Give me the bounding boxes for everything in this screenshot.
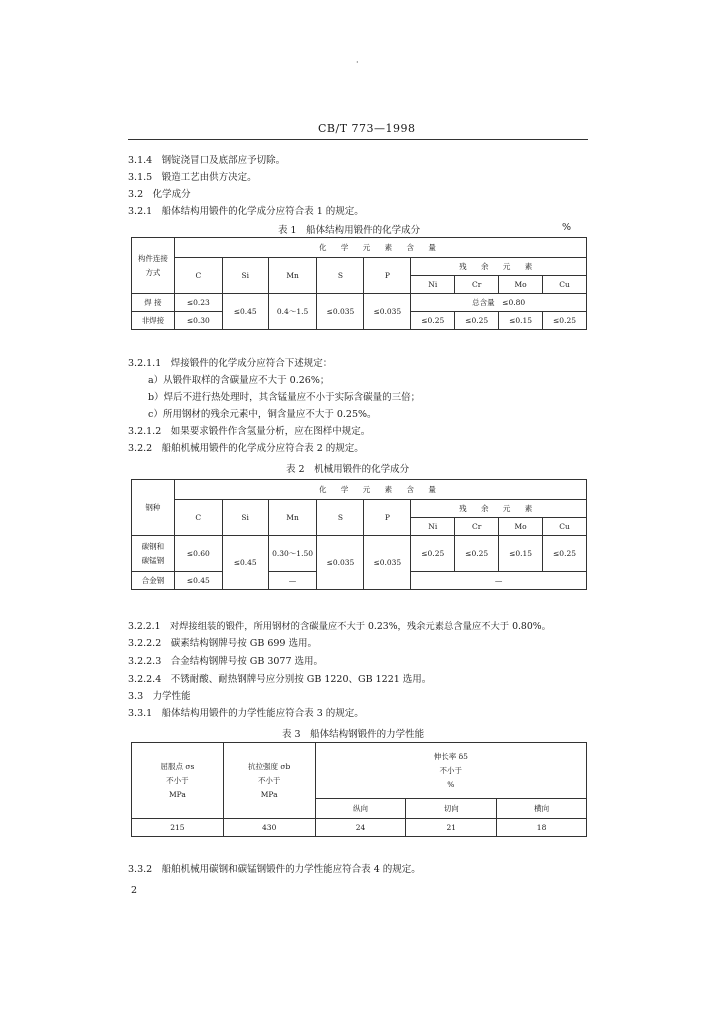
table1-col-mo: Mo [499,276,543,294]
table3-sub-longitudinal: 纵向 [315,799,406,819]
table2-col-cr: Cr [455,518,499,536]
table3-head-elongation [315,743,586,799]
table1-nonweld-c: ≤0.30 [174,312,222,330]
table3-yield-name: 屈服点 σs [160,761,195,771]
table3-val-transverse: 18 [497,819,587,837]
table1-col-cr: Cr [455,276,499,294]
table1 [131,237,587,330]
table1-cr: ≤0.25 [455,312,499,330]
table1-residual-header: 残 余 元 素 [411,258,587,276]
table3 [131,742,587,837]
table1-unit: % [562,222,572,233]
table1-col-mn: Mn [268,258,317,294]
table2-ni: ≤0.25 [411,536,455,572]
table1-weld-total: 总含量 ≤0.80 [411,294,587,312]
clause-3-2-1-1-a: a）从锻件取样的含碳量应不大于 0.26%； [148,375,330,386]
table3-yield-unit: MPa [168,789,186,799]
table3-sub-tangential: 切向 [406,799,497,819]
table1-rowhead: 构件连接方式 [132,238,175,294]
table2-caption: 表 2 机械用锻件的化学成分 [286,464,410,475]
table2-col-s: S [317,500,364,536]
table1-mo: ≤0.15 [499,312,543,330]
table2-residual-header: 残 余 元 素 [411,500,587,518]
table2-row-carbon-label [132,536,175,572]
clause-3-1-4: 3.1.4 钢锭浇冒口及底部应予切除。 [128,155,286,166]
table1-col-p: P [364,258,411,294]
table2-s: ≤0.035 [317,536,364,590]
table2-carbon-c: ≤0.60 [174,536,222,572]
table3-caption: 表 3 船体结构钢锻件的力学性能 [282,729,425,740]
table3-head-tensile [223,743,315,819]
table2-rowhead: 钢种 [132,480,175,536]
standard-number: CB/T 773—1998 [318,122,416,135]
table1-col-ni: Ni [411,276,455,294]
table3-tensile-min: 不小于 [257,775,281,785]
table3-val-longitudinal: 24 [315,819,406,837]
table3-tensile-unit: MPa [260,789,278,799]
page-number: 2 [131,885,138,896]
section-3-2: 3.2 化学成分 [128,189,191,200]
table2-col-mo: Mo [499,518,543,536]
table1-col-s: S [317,258,364,294]
clause-3-2-1-1-b: b）焊后不进行热处理时，其含锰量应不小于实际含碳量的三倍； [148,392,421,403]
clause-3-2-2-2: 3.2.2.2 碳素结构钢牌号按 GB 699 选用。 [128,638,317,649]
header-rule [128,139,588,140]
table1-caption: 表 1 船体结构用锻件的化学成分 [278,225,421,236]
table3-sub-transverse: 横向 [497,799,587,819]
table2-col-c: C [174,500,222,536]
table2-row-alloy-label: 合金钢 [132,572,175,590]
table1-si: ≤0.45 [222,294,268,330]
clause-3-3-2: 3.3.2 船舶机械用碳钢和碳锰钢锻件的力学性能应符合表 4 的规定。 [128,864,421,875]
table3-head-yield [132,743,224,819]
table2-alloy-c: ≤0.45 [174,572,222,590]
table3-elongation-name: 伸长率 δ5 [433,751,468,761]
table2-col-cu: Cu [543,518,587,536]
table3-elongation-min: 不小于 [439,765,463,775]
clause-3-2-2: 3.2.2 船舶机械用锻件的化学成分应符合表 2 的规定。 [128,443,364,454]
table1-col-cu: Cu [543,276,587,294]
section-3-3: 3.3 力学性能 [128,691,191,702]
table2-carbon-mn: 0.30～1.50 [268,536,317,572]
table3-val-tangential: 21 [406,819,497,837]
header-dot: · [356,58,360,67]
table2-col-p: P [364,500,411,536]
table2-mo: ≤0.15 [499,536,543,572]
table2-carbon-label-line2: 碳锰钢 [141,555,165,565]
table1-p: ≤0.035 [364,294,411,330]
clause-3-2-1-1-c: c）所用钢材的残余元素中，铜含量应不大于 0.25%。 [148,409,377,420]
table2-p: ≤0.035 [364,536,411,590]
clause-3-2-2-3: 3.2.2.3 合金结构钢牌号按 GB 3077 选用。 [128,656,324,667]
clause-3-2-2-4: 3.2.2.4 不锈耐酸、耐热钢牌号应分别按 GB 1220、GB 1221 选用。 [128,674,432,685]
table2-col-ni: Ni [411,518,455,536]
table1-weld-c: ≤0.23 [174,294,222,312]
table3-val-tensile: 430 [223,819,315,837]
table2-carbon-label-line1: 碳钢和 [141,541,165,551]
clause-3-1-5: 3.1.5 锻造工艺由供方决定。 [128,172,257,183]
clause-3-2-1-2: 3.2.1.2 如果要求锻件作含氢量分析，应在图样中规定。 [128,426,371,437]
table3-val-yield: 215 [132,819,224,837]
table1-s: ≤0.035 [317,294,364,330]
table1-group-header: 化 学 元 素 含 量 [174,238,586,258]
clause-3-2-1-1: 3.2.1.1 焊接锻件的化学成分应符合下述规定： [128,358,333,369]
table1-mn: 0.4～1.5 [268,294,317,330]
table1-cu: ≤0.25 [543,312,587,330]
clause-3-2-2-1: 3.2.2.1 对焊接组装的锻件，所用钢材的含碳量应不大于 0.23%，残余元素总含量应不大于 0.80%。 [128,621,551,632]
table2-si: ≤0.45 [222,536,268,590]
table3-tensile-name: 抗拉强度 σb [248,761,291,771]
table2-alloy-mn: — [268,572,317,590]
table3-elongation-unit: % [447,779,455,789]
table2-col-si: Si [222,500,268,536]
clause-3-3-1: 3.3.1 船体结构用锻件的力学性能应符合表 3 的规定。 [128,708,364,719]
table2-alloy-residual: — [411,572,587,590]
table2-col-mn: Mn [268,500,317,536]
clause-3-2-1: 3.2.1 船体结构用锻件的化学成分应符合表 1 的规定。 [128,206,364,217]
table1-col-c: C [174,258,222,294]
table2-cu: ≤0.25 [543,536,587,572]
table1-col-si: Si [222,258,268,294]
table1-row-weld-label: 焊 接 [132,294,175,312]
table2-cr: ≤0.25 [455,536,499,572]
table3-yield-min: 不小于 [166,775,189,785]
table2 [131,479,587,590]
table2-group-header: 化 学 元 素 含 量 [174,480,586,500]
table1-ni: ≤0.25 [411,312,455,330]
table1-row-nonweld-label: 非焊接 [132,312,175,330]
